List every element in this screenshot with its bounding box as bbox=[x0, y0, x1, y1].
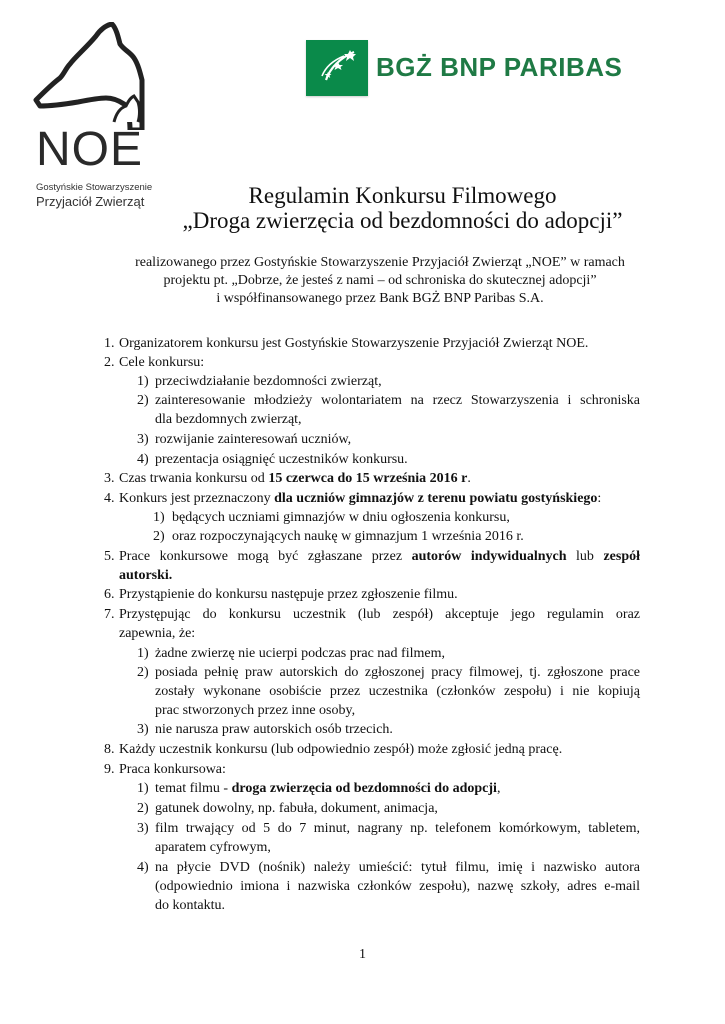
list-item: Przystąpienie do konkursu następuje przez zgłoszenie filmu. bbox=[119, 587, 458, 602]
list-item: Czas trwania konkursu od 15 czerwca do 15 września 2016 r. bbox=[119, 471, 471, 486]
sublist-number: 2) bbox=[137, 393, 149, 408]
sublist-item-continued: (odpowiednio imiona i nazwiska członków zespołu), nazwę szkoły, adres e-mail bbox=[155, 879, 640, 894]
list-number: 6. bbox=[104, 587, 115, 602]
list-number: 8. bbox=[104, 742, 115, 757]
sublist-item: oraz rozpoczynających naukę w gimnazjum 1 września 2016 r. bbox=[172, 529, 524, 544]
sublist-number: 2) bbox=[137, 665, 149, 680]
sublist-item: na płycie DVD (nośnik) należy umieścić: tytuł filmu, imię i nazwisko autora bbox=[155, 860, 640, 875]
list-number: 2. bbox=[104, 355, 115, 370]
sublist-item-continued: dla bezdomnych zwierząt, bbox=[155, 412, 302, 427]
sublist-item: żadne zwierzę nie ucierpi podczas prac nad filmem, bbox=[155, 646, 445, 661]
noe-logo-subtitle: Gostyńskie Stowarzyszenie bbox=[36, 182, 153, 193]
list-item: Organizatorem konkursu jest Gostyńskie Stowarzyszenie Przyjaciół Zwierząt NOE. bbox=[119, 336, 589, 351]
sublist-number: 1) bbox=[137, 646, 149, 661]
sublist-item: rozwijanie zainteresowań uczniów, bbox=[155, 432, 352, 447]
bank-logo-name: BGŻ BNP PARIBAS bbox=[376, 52, 623, 82]
sublist-item: film trwający od 5 do 7 minut, nagrany np. telefonem komórkowym, tabletem, bbox=[155, 821, 640, 836]
list-number: 5. bbox=[104, 549, 115, 564]
sublist-item-continued: do kontaktu. bbox=[155, 898, 225, 913]
list-item: Prace konkursowe mogą być zgłaszane przez autorów indywidualnych lub zespół bbox=[119, 549, 640, 564]
list-item: Cele konkursu: bbox=[119, 355, 205, 370]
sublist-item: przeciwdziałanie bezdomności zwierząt, bbox=[155, 374, 382, 389]
list-number: 7. bbox=[104, 607, 115, 622]
sublist-number: 2) bbox=[137, 801, 149, 816]
list-item: Przystępując do konkursu uczestnik (lub zespół) akceptuje jego regulamin oraz bbox=[119, 607, 640, 622]
page-number: 1 bbox=[359, 947, 366, 962]
sublist-number: 3) bbox=[137, 722, 149, 737]
bnp-stars-icon bbox=[306, 40, 368, 96]
sublist-item: zainteresowanie młodzieży wolontariatem na rzecz Stowarzyszenia i schroniska bbox=[155, 393, 640, 408]
intro-line: realizowanego przez Gostyńskie Stowarzyszenie Przyjaciół Zwierząt „NOE” w ramach bbox=[135, 255, 625, 270]
sublist-item-continued: prac stworzonych przez inne osoby, bbox=[155, 703, 356, 718]
sublist-number: 3) bbox=[137, 821, 149, 836]
sublist-number: 1) bbox=[137, 781, 149, 796]
intro-paragraph bbox=[100, 254, 660, 308]
list-item-continued: zapewnia, że: bbox=[119, 626, 196, 641]
sublist-item: nie narusza praw autorskich osób trzecich. bbox=[155, 722, 393, 737]
list-item: Konkurs jest przeznaczony dla uczniów gimnazjów z terenu powiatu gostyńskiego: bbox=[119, 491, 602, 506]
sublist-item: posiada pełnię praw autorskich do zgłoszonej pracy filmowej, tj. zgłoszone prace bbox=[155, 665, 640, 680]
list-number: 4. bbox=[104, 491, 115, 506]
sublist-number: 4) bbox=[137, 860, 149, 875]
list-item-continued: autorski. bbox=[119, 568, 173, 583]
sublist-number: 2) bbox=[153, 529, 165, 544]
document-title: Regulamin Konkursu Filmowego bbox=[248, 183, 557, 208]
list-number: 9. bbox=[104, 762, 115, 777]
sublist-number: 4) bbox=[137, 452, 149, 467]
intro-line: i współfinansowanego przez Bank BGŻ BNP Paribas S.A. bbox=[216, 291, 544, 306]
sublist-item: będących uczniami gimnazjów w dniu ogłoszenia konkursu, bbox=[172, 510, 510, 525]
list-item: Każdy uczestnik konkursu (lub odpowiednio zespół) może zgłosić jedną pracę. bbox=[119, 742, 563, 757]
list-item: Praca konkursowa: bbox=[119, 762, 226, 777]
dog-cat-silhouette-icon bbox=[30, 22, 155, 130]
sublist-item-continued: zostały wykonane osobiście przez uczestnika (członków zespołu) i nie kopiują bbox=[155, 684, 640, 699]
intro-line: projektu pt. „Dobrze, że jesteś z nami – od schroniska do skutecznej adopcji” bbox=[163, 273, 597, 288]
sublist-item: temat filmu - droga zwierzęcia od bezdomności do adopcji, bbox=[155, 781, 501, 796]
noe-logo bbox=[22, 22, 172, 207]
sublist-item: prezentacja osiągnięć uczestników konkursu. bbox=[155, 452, 408, 467]
list-number: 1. bbox=[104, 336, 115, 351]
list-number: 3. bbox=[104, 471, 115, 486]
noe-logo-name: NOE bbox=[36, 123, 144, 176]
noe-logo-subtitle-2: Przyjaciół Zwierząt bbox=[36, 194, 145, 209]
sublist-item-continued: aparatem cyfrowym, bbox=[155, 840, 271, 855]
sublist-number: 3) bbox=[137, 432, 149, 447]
sublist-number: 1) bbox=[137, 374, 149, 389]
document-subtitle: „Droga zwierzęcia od bezdomności do adopcji” bbox=[182, 208, 623, 233]
sublist-number: 1) bbox=[153, 510, 165, 525]
sublist-item: gatunek dowolny, np. fabuła, dokument, animacja, bbox=[155, 801, 438, 816]
